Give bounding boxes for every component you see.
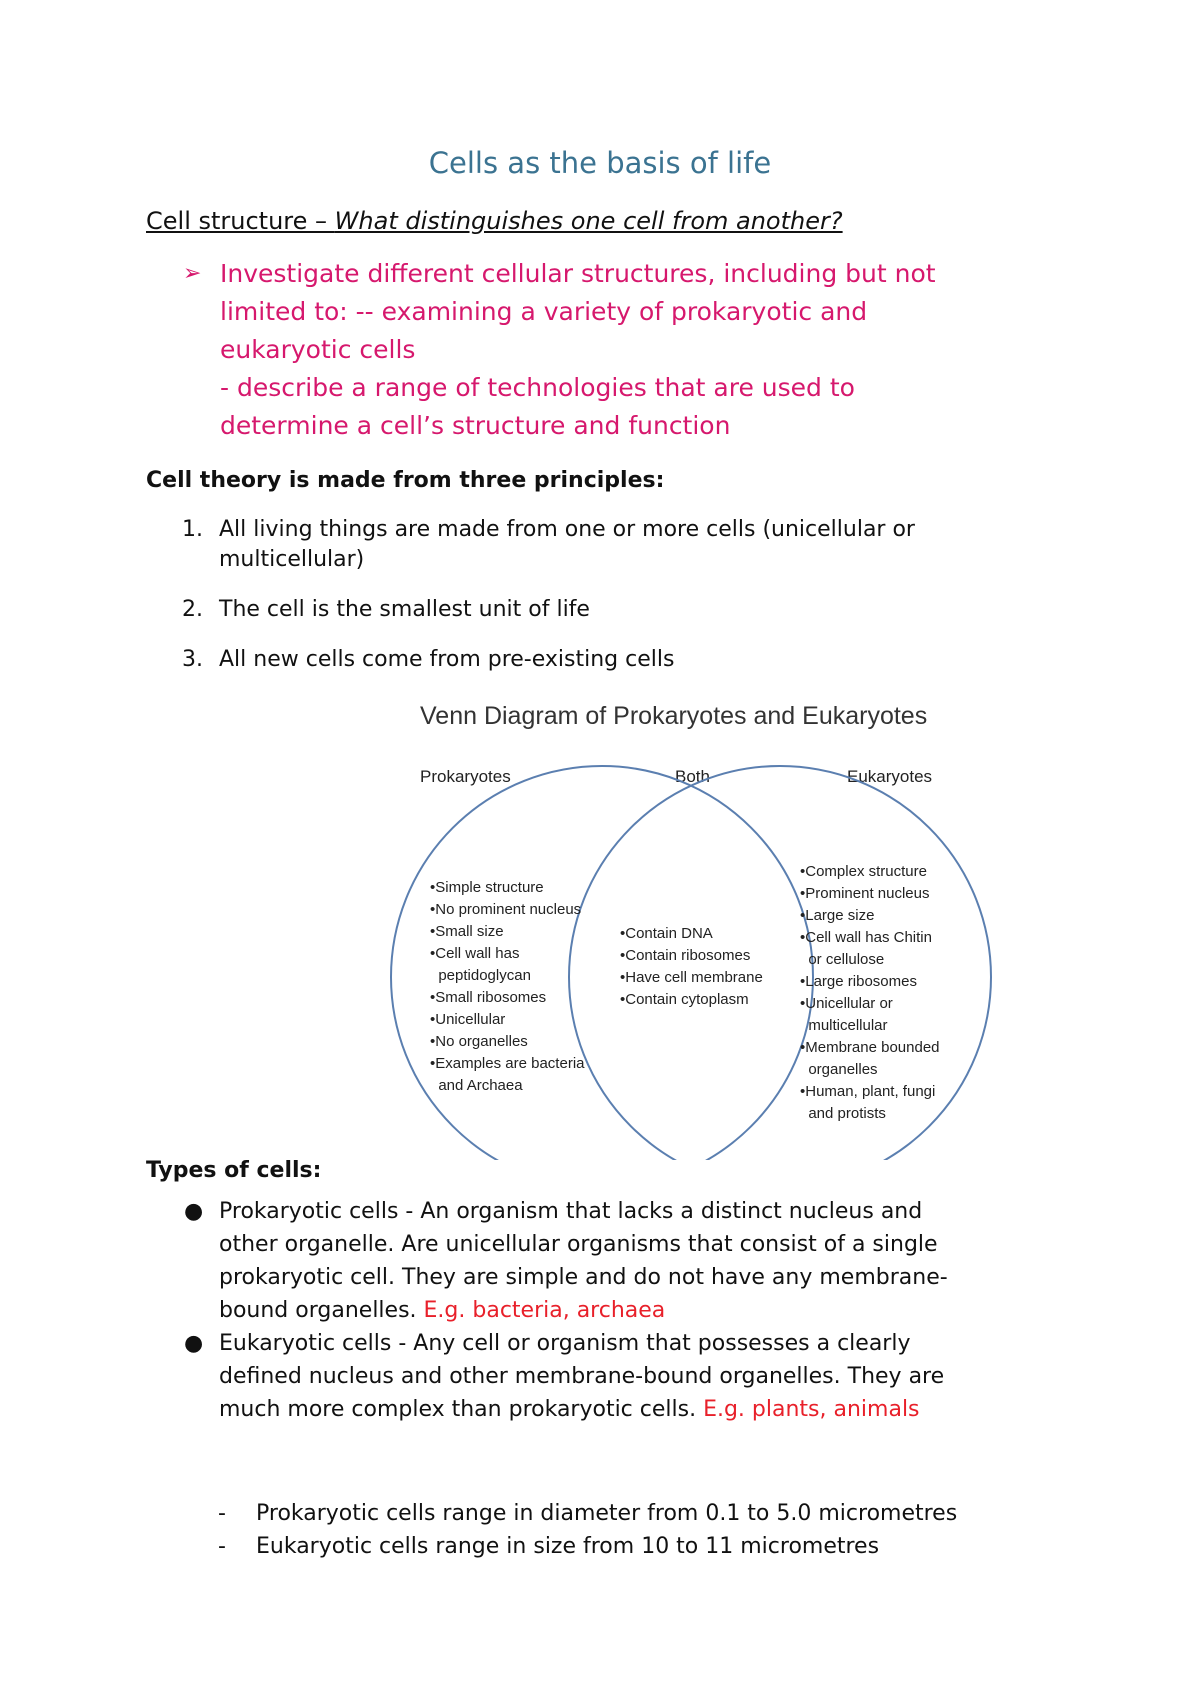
list-item-text: prokaryotic cell. They are simple and do not have any membrane- (219, 1265, 948, 1290)
venn-item: •Have cell membrane (620, 969, 763, 986)
venn-item: •Membrane bounded (800, 1039, 940, 1056)
subtitle-question: What distinguishes one cell from another? (334, 207, 843, 235)
objective-line: eukaryotic cells (220, 335, 416, 364)
list-item-text: other organelle. Are unicellular organisms that consist of a single (219, 1232, 938, 1257)
venn-item: •Complex structure (800, 863, 927, 880)
objective-line: limited to: -- examining a variety of prokaryotic and (220, 297, 868, 326)
venn-item: •Examples are bacteria (430, 1055, 585, 1072)
list-number: 2. (182, 597, 203, 622)
list-item-text: Prokaryotic cells range in diameter from 0.1 to 5.0 micrometres (256, 1501, 958, 1526)
venn-item: •No organelles (430, 1033, 528, 1050)
objective-line: Investigate different cellular structures, including but not (220, 259, 936, 288)
shared-traits (620, 925, 763, 1008)
list-item-text: bound organelles. (219, 1298, 424, 1323)
venn-item: peptidoglycan (430, 967, 531, 984)
list-item-text: Eukaryotic cells range in size from 10 to 11 micrometres (256, 1534, 880, 1559)
venn-item: and Archaea (430, 1077, 523, 1094)
objective-line: - describe a range of technologies that are used to (220, 373, 855, 402)
venn-label-both: Both (675, 767, 710, 786)
example-text: E.g. bacteria, archaea (423, 1298, 666, 1323)
venn-item: •Human, plant, fungi (800, 1083, 936, 1100)
eukaryote-traits (800, 863, 940, 1122)
venn-item: •Unicellular or (800, 995, 893, 1012)
list-item-text: All living things are made from one or more cells (unicellular or (219, 517, 915, 542)
list-item-text: Prokaryotic cells - An organism that lacks a distinct nucleus and (219, 1199, 923, 1224)
venn-item: •Contain DNA (620, 925, 713, 942)
prokaryote-traits (430, 879, 585, 1094)
list-item-text (219, 1294, 1039, 1327)
venn-item: •Large size (800, 907, 875, 924)
venn-item: •Unicellular (430, 1011, 506, 1028)
venn-item: multicellular (800, 1017, 888, 1034)
venn-item: •Cell wall has (430, 945, 520, 962)
list-item-text: The cell is the smallest unit of life (219, 597, 590, 622)
venn-item: •Simple structure (430, 879, 544, 896)
list-number: 1. (182, 517, 203, 542)
list-item-text: multicellular) (219, 547, 365, 572)
venn-item: •Cell wall has Chitin (800, 929, 932, 946)
venn-item: or cellulose (800, 951, 885, 968)
venn-item: and protists (800, 1105, 886, 1122)
example-text: E.g. plants, animals (703, 1397, 920, 1422)
venn-item: •Small size (430, 923, 504, 940)
venn-label-prokaryotes: Prokaryotes (420, 767, 511, 786)
list-item-text: All new cells come from pre-existing cells (219, 647, 675, 672)
arrow-bullet-icon: ➢ (183, 261, 202, 286)
venn-label-eukaryotes: Eukaryotes (847, 767, 933, 786)
venn-item: •Prominent nucleus (800, 885, 930, 902)
types-heading: Types of cells: (146, 1158, 322, 1183)
venn-item: •Small ribosomes (430, 989, 547, 1006)
section-subtitle (146, 205, 843, 237)
list-item-text: Eukaryotic cells - Any cell or organism that possesses a clearly (219, 1331, 911, 1356)
objective-line: determine a cell’s structure and function (220, 411, 731, 440)
dash-bullet: - (218, 1534, 226, 1559)
venn-title: Venn Diagram of Prokaryotes and Eukaryotes (420, 702, 928, 730)
venn-item: •Contain cytoplasm (620, 991, 749, 1008)
list-item-text (219, 1393, 1039, 1426)
list-number: 3. (182, 647, 203, 672)
venn-item: •No prominent nucleus (430, 901, 582, 918)
venn-item: •Large ribosomes (800, 973, 917, 990)
venn-item: •Contain ribosomes (620, 947, 751, 964)
list-item-text: much more complex than prokaryotic cells. (219, 1397, 704, 1422)
page-title: Cells as the basis of life (428, 146, 772, 180)
venn-diagram (370, 690, 1030, 1160)
subtitle-plain: Cell structure – (146, 207, 335, 235)
bullet-icon: ● (184, 1331, 204, 1356)
bullet-icon: ● (184, 1199, 204, 1224)
cell-theory-heading: Cell theory is made from three principles: (146, 468, 665, 493)
list-item-text: defined nucleus and other membrane-bound organelles. They are (219, 1364, 945, 1389)
dash-bullet: - (218, 1501, 226, 1526)
venn-item: organelles (800, 1061, 878, 1078)
